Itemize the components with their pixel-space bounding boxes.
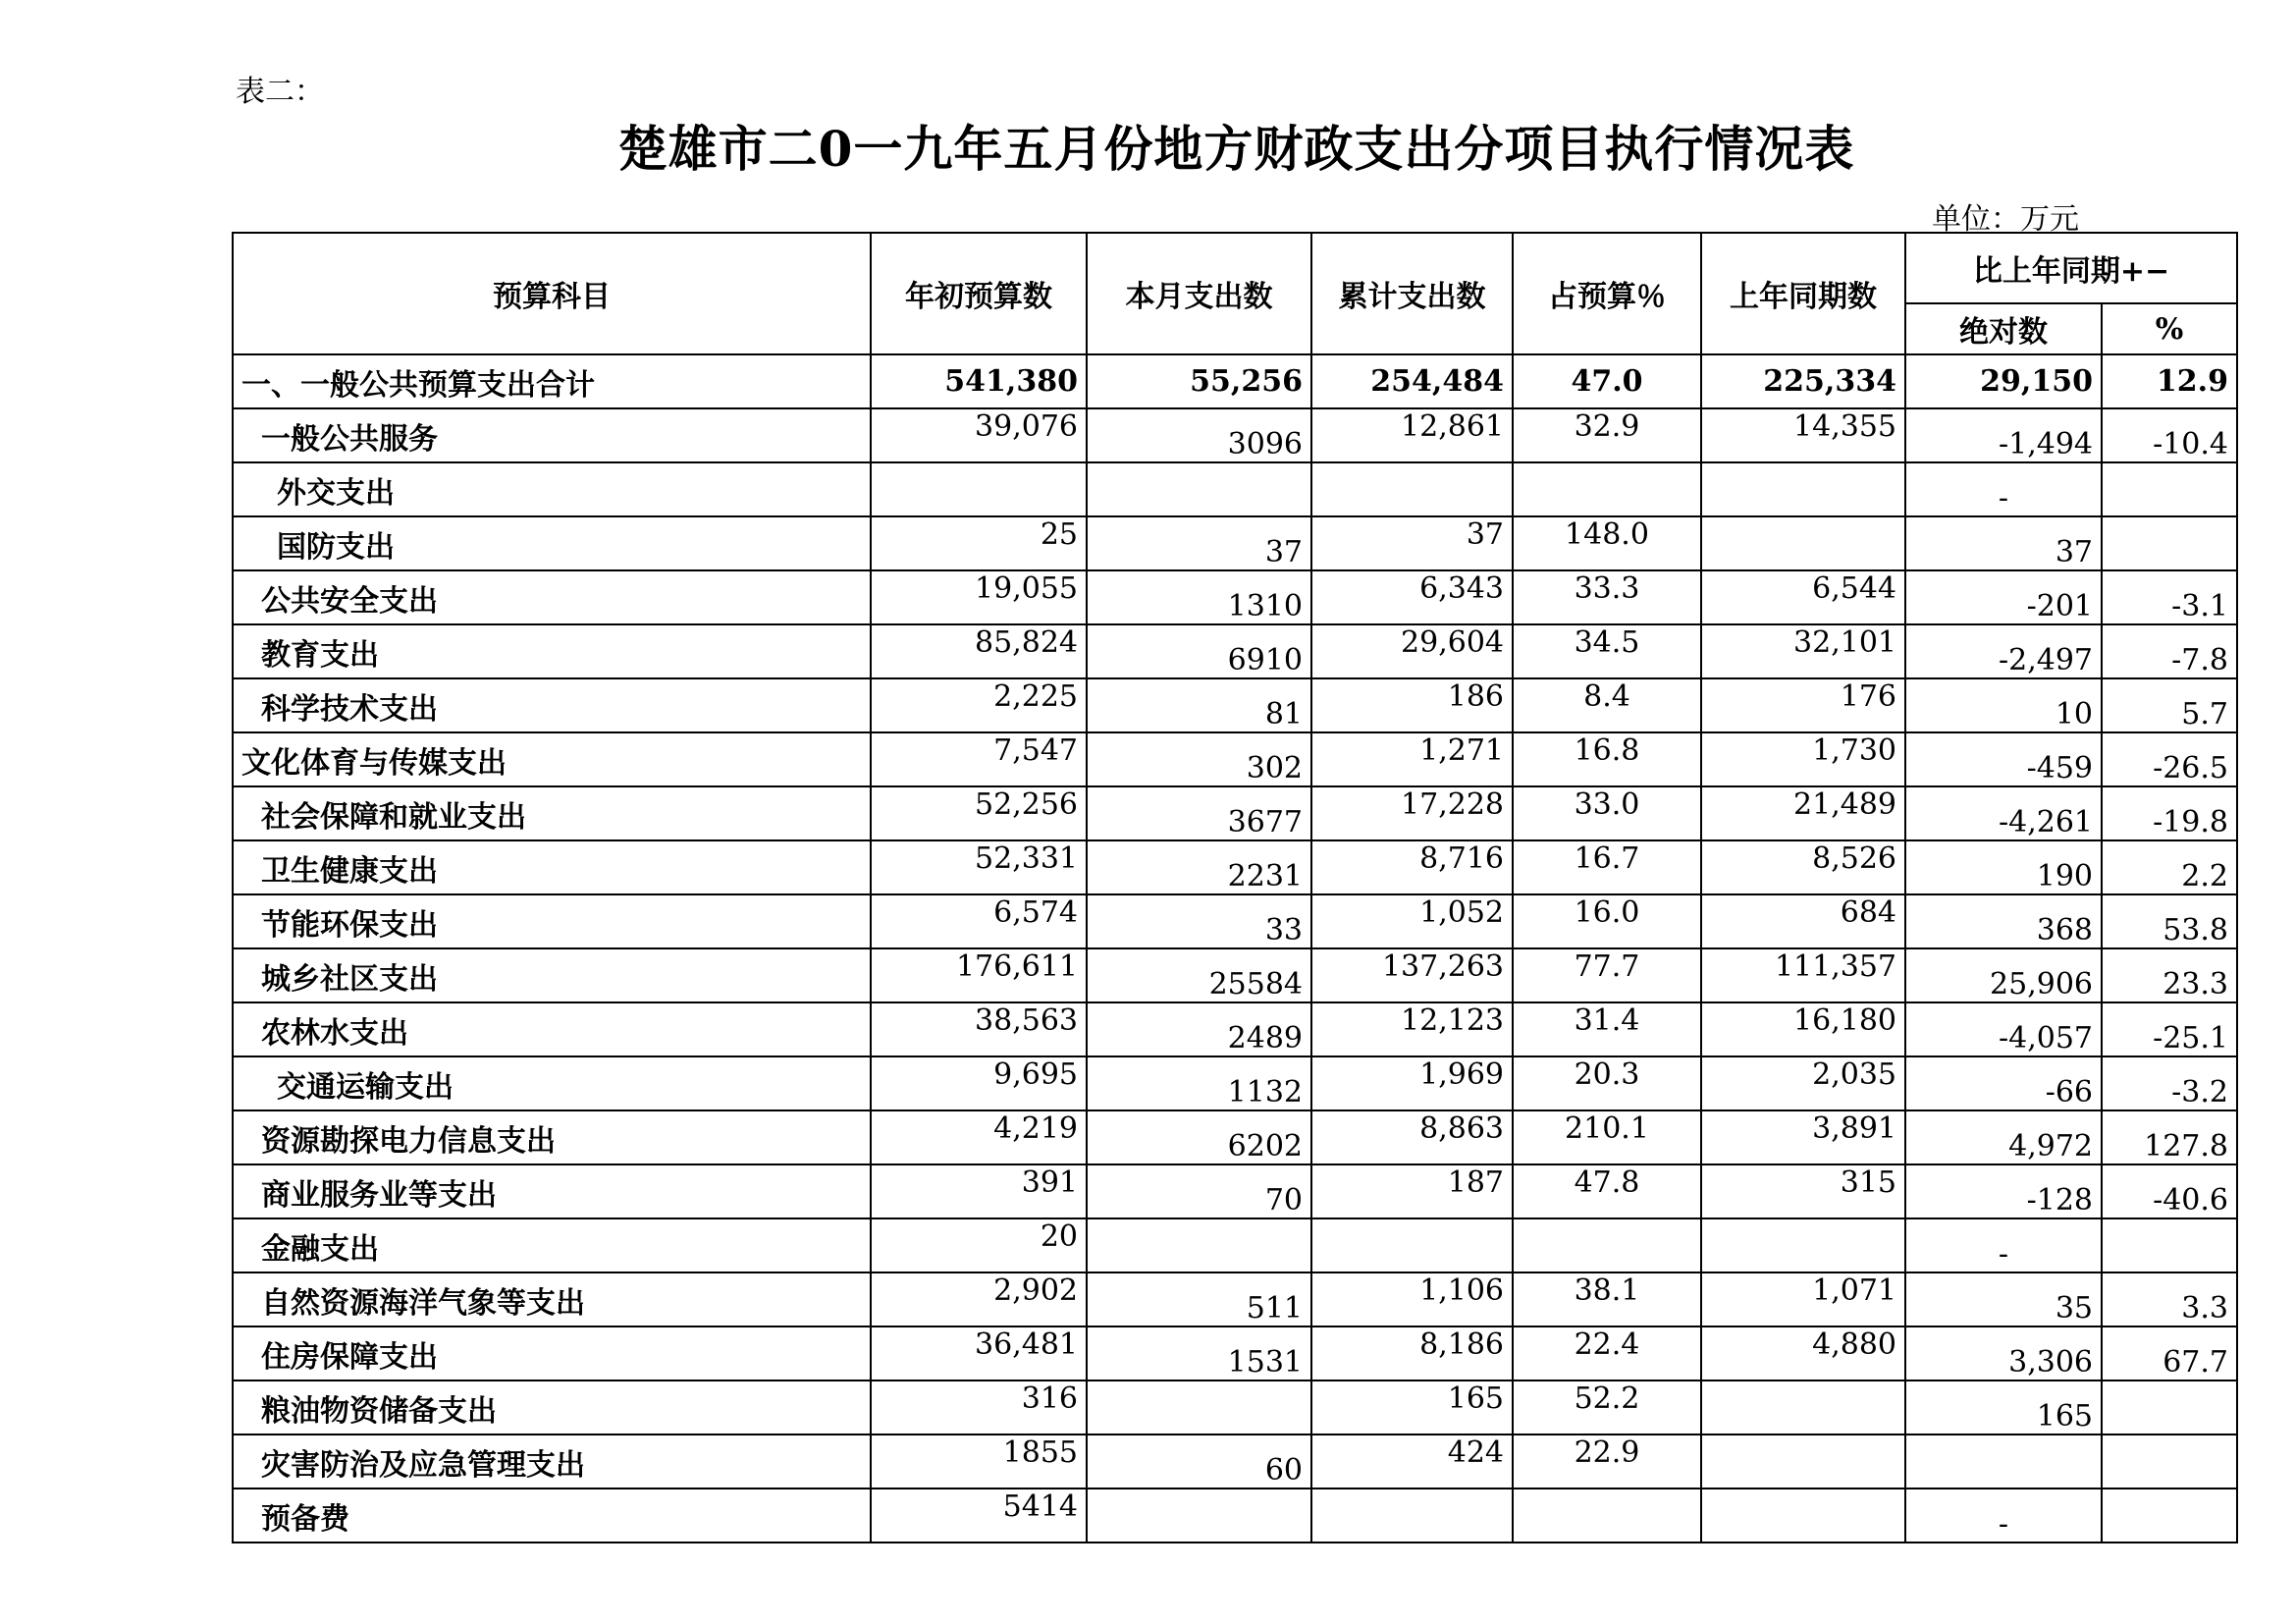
cell-subject: 金融支出: [233, 1218, 871, 1272]
table-row: [233, 894, 2237, 948]
cell-last-year: 684: [1701, 894, 1905, 948]
cell-share: 22.4: [1513, 1326, 1701, 1380]
cell-last-year: 14,355: [1701, 408, 1905, 462]
cell-month: 3096: [1087, 408, 1311, 462]
table-row: [233, 732, 2237, 786]
cell-abs: -4,261: [1905, 786, 2102, 840]
cell-cumulative: 424: [1311, 1435, 1513, 1489]
cell-share: 52.2: [1513, 1380, 1701, 1435]
cell-abs: 29,150: [1905, 354, 2102, 408]
table-row: [233, 1218, 2237, 1272]
cell-cumulative: 1,271: [1311, 732, 1513, 786]
cell-cumulative: 12,861: [1311, 408, 1513, 462]
cell-share: 20.3: [1513, 1056, 1701, 1110]
cell-budget: 36,481: [871, 1326, 1087, 1380]
cell-month: 1531: [1087, 1326, 1311, 1380]
cell-abs: -4,057: [1905, 1002, 2102, 1056]
cell-last-year: [1701, 1380, 1905, 1435]
cell-pct: -40.6: [2102, 1164, 2237, 1218]
cell-pct: 2.2: [2102, 840, 2237, 894]
cell-pct: 3.3: [2102, 1272, 2237, 1326]
cell-share: [1513, 1489, 1701, 1543]
cell-subject: 一、一般公共预算支出合计: [233, 354, 871, 408]
cell-abs: -: [1905, 1218, 2102, 1272]
cell-pct: -3.1: [2102, 570, 2237, 624]
table-row: [233, 1272, 2237, 1326]
table-row: [233, 1002, 2237, 1056]
cell-subject: 文化体育与传媒支出: [233, 732, 871, 786]
table-row: [233, 1164, 2237, 1218]
cell-subject: 城乡社区支出: [233, 948, 871, 1002]
cell-cumulative: 8,186: [1311, 1326, 1513, 1380]
table-row: [233, 1435, 2237, 1489]
cell-pct: [2102, 1435, 2237, 1489]
cell-last-year: 225,334: [1701, 354, 1905, 408]
cell-share: 47.0: [1513, 354, 1701, 408]
cell-month: 55,256: [1087, 354, 1311, 408]
cell-pct: -19.8: [2102, 786, 2237, 840]
cell-abs: 165: [1905, 1380, 2102, 1435]
cell-abs: 4,972: [1905, 1110, 2102, 1164]
cell-subject: 农林水支出: [233, 1002, 871, 1056]
cell-last-year: [1701, 1218, 1905, 1272]
cell-subject: 预备费: [233, 1489, 871, 1543]
cell-abs: 25,906: [1905, 948, 2102, 1002]
cell-abs: -: [1905, 462, 2102, 516]
cell-last-year: [1701, 1489, 1905, 1543]
table-row: [233, 840, 2237, 894]
header-compare: 比上年同期+−: [1905, 233, 2237, 303]
cell-share: 22.9: [1513, 1435, 1701, 1489]
cell-subject: 商业服务业等支出: [233, 1164, 871, 1218]
cell-last-year: 8,526: [1701, 840, 1905, 894]
cell-month: 2489: [1087, 1002, 1311, 1056]
expenditure-table: [232, 232, 2238, 1543]
cell-pct: -3.2: [2102, 1056, 2237, 1110]
cell-share: 16.7: [1513, 840, 1701, 894]
cell-budget: [871, 462, 1087, 516]
cell-pct: 53.8: [2102, 894, 2237, 948]
cell-share: 8.4: [1513, 678, 1701, 732]
cell-budget: 52,256: [871, 786, 1087, 840]
cell-share: 31.4: [1513, 1002, 1701, 1056]
cell-month: 25584: [1087, 948, 1311, 1002]
cell-share: 47.8: [1513, 1164, 1701, 1218]
cell-last-year: 3,891: [1701, 1110, 1905, 1164]
header-subject: 预算科目: [233, 233, 871, 354]
header-budget: 年初预算数: [871, 233, 1087, 354]
cell-last-year: 21,489: [1701, 786, 1905, 840]
cell-month: [1087, 1218, 1311, 1272]
cell-month: 1310: [1087, 570, 1311, 624]
cell-abs: -66: [1905, 1056, 2102, 1110]
cell-subject: 自然资源海洋气象等支出: [233, 1272, 871, 1326]
cell-subject: 教育支出: [233, 624, 871, 678]
cell-cumulative: 254,484: [1311, 354, 1513, 408]
cell-budget: 20: [871, 1218, 1087, 1272]
cell-pct: [2102, 1489, 2237, 1543]
cell-month: [1087, 462, 1311, 516]
table-row: [233, 1056, 2237, 1110]
cell-abs: -459: [1905, 732, 2102, 786]
cell-cumulative: [1311, 462, 1513, 516]
cell-month: 6202: [1087, 1110, 1311, 1164]
table-row: [233, 462, 2237, 516]
cell-cumulative: 29,604: [1311, 624, 1513, 678]
cell-abs: -128: [1905, 1164, 2102, 1218]
cell-last-year: [1701, 516, 1905, 570]
table-body: [233, 354, 2237, 1543]
cell-month: 33: [1087, 894, 1311, 948]
header-last-year: 上年同期数: [1701, 233, 1905, 354]
cell-budget: 541,380: [871, 354, 1087, 408]
cell-pct: -10.4: [2102, 408, 2237, 462]
cell-budget: 9,695: [871, 1056, 1087, 1110]
cell-cumulative: 187: [1311, 1164, 1513, 1218]
cell-share: 148.0: [1513, 516, 1701, 570]
cell-pct: 5.7: [2102, 678, 2237, 732]
cell-cumulative: 165: [1311, 1380, 1513, 1435]
cell-share: [1513, 1218, 1701, 1272]
table-row: [233, 570, 2237, 624]
cell-subject: 交通运输支出: [233, 1056, 871, 1110]
cell-month: 511: [1087, 1272, 1311, 1326]
cell-pct: 12.9: [2102, 354, 2237, 408]
cell-pct: [2102, 1380, 2237, 1435]
cell-cumulative: 17,228: [1311, 786, 1513, 840]
header-cumulative: 累计支出数: [1311, 233, 1513, 354]
cell-budget: 4,219: [871, 1110, 1087, 1164]
cell-month: 2231: [1087, 840, 1311, 894]
cell-share: 38.1: [1513, 1272, 1701, 1326]
cell-subject: 外交支出: [233, 462, 871, 516]
cell-last-year: [1701, 462, 1905, 516]
cell-budget: 316: [871, 1380, 1087, 1435]
cell-abs: -: [1905, 1489, 2102, 1543]
cell-pct: [2102, 1218, 2237, 1272]
cell-month: 81: [1087, 678, 1311, 732]
cell-subject: 粮油物资储备支出: [233, 1380, 871, 1435]
header-abs: 绝对数: [1905, 303, 2102, 354]
cell-last-year: 176: [1701, 678, 1905, 732]
cell-budget: 38,563: [871, 1002, 1087, 1056]
cell-subject: 卫生健康支出: [233, 840, 871, 894]
cell-budget: 25: [871, 516, 1087, 570]
cell-last-year: 4,880: [1701, 1326, 1905, 1380]
cell-share: 32.9: [1513, 408, 1701, 462]
cell-abs: 37: [1905, 516, 2102, 570]
cell-subject: 科学技术支出: [233, 678, 871, 732]
cell-abs: 190: [1905, 840, 2102, 894]
cell-budget: 85,824: [871, 624, 1087, 678]
cell-last-year: 16,180: [1701, 1002, 1905, 1056]
cell-share: 77.7: [1513, 948, 1701, 1002]
cell-budget: 176,611: [871, 948, 1087, 1002]
cell-month: 60: [1087, 1435, 1311, 1489]
header-pct: %: [2102, 303, 2237, 354]
table-row: [233, 678, 2237, 732]
cell-month: 302: [1087, 732, 1311, 786]
cell-subject: 国防支出: [233, 516, 871, 570]
cell-abs: -201: [1905, 570, 2102, 624]
table-row: [233, 786, 2237, 840]
cell-subject: 资源勘探电力信息支出: [233, 1110, 871, 1164]
cell-cumulative: 1,969: [1311, 1056, 1513, 1110]
cell-budget: 7,547: [871, 732, 1087, 786]
cell-share: [1513, 462, 1701, 516]
cell-subject: 灾害防治及应急管理支出: [233, 1435, 871, 1489]
table-row: [233, 1489, 2237, 1543]
cell-last-year: 315: [1701, 1164, 1905, 1218]
cell-last-year: 1,071: [1701, 1272, 1905, 1326]
cell-cumulative: [1311, 1489, 1513, 1543]
cell-share: 210.1: [1513, 1110, 1701, 1164]
cell-cumulative: 12,123: [1311, 1002, 1513, 1056]
cell-share: 16.0: [1513, 894, 1701, 948]
cell-subject: 节能环保支出: [233, 894, 871, 948]
cell-month: 1132: [1087, 1056, 1311, 1110]
table-row: [233, 948, 2237, 1002]
cell-pct: 127.8: [2102, 1110, 2237, 1164]
cell-abs: -2,497: [1905, 624, 2102, 678]
cell-budget: 39,076: [871, 408, 1087, 462]
cell-subject: 一般公共服务: [233, 408, 871, 462]
cell-cumulative: [1311, 1218, 1513, 1272]
cell-abs: 3,306: [1905, 1326, 2102, 1380]
cell-pct: [2102, 516, 2237, 570]
unit-label: 单位：万元: [1932, 202, 2079, 237]
table-row: [233, 1326, 2237, 1380]
cell-budget: 5414: [871, 1489, 1087, 1543]
cell-budget: 2,225: [871, 678, 1087, 732]
cell-budget: 391: [871, 1164, 1087, 1218]
cell-budget: 52,331: [871, 840, 1087, 894]
cell-abs: -1,494: [1905, 408, 2102, 462]
cell-last-year: [1701, 1435, 1905, 1489]
cell-pct: -25.1: [2102, 1002, 2237, 1056]
cell-pct: 23.3: [2102, 948, 2237, 1002]
cell-budget: 1855: [871, 1435, 1087, 1489]
cell-budget: 19,055: [871, 570, 1087, 624]
cell-share: 33.0: [1513, 786, 1701, 840]
cell-abs: [1905, 1435, 2102, 1489]
cell-abs: 10: [1905, 678, 2102, 732]
cell-cumulative: 186: [1311, 678, 1513, 732]
cell-cumulative: 1,052: [1311, 894, 1513, 948]
table-row: [233, 624, 2237, 678]
cell-cumulative: 37: [1311, 516, 1513, 570]
table-row: [233, 1110, 2237, 1164]
cell-budget: 6,574: [871, 894, 1087, 948]
cell-subject: 社会保障和就业支出: [233, 786, 871, 840]
cell-share: 34.5: [1513, 624, 1701, 678]
cell-month: 70: [1087, 1164, 1311, 1218]
cell-share: 33.3: [1513, 570, 1701, 624]
cell-last-year: 32,101: [1701, 624, 1905, 678]
cell-month: [1087, 1380, 1311, 1435]
cell-share: 16.8: [1513, 732, 1701, 786]
cell-last-year: 2,035: [1701, 1056, 1905, 1110]
cell-month: 37: [1087, 516, 1311, 570]
cell-subject: 住房保障支出: [233, 1326, 871, 1380]
cell-cumulative: 8,716: [1311, 840, 1513, 894]
cell-cumulative: 6,343: [1311, 570, 1513, 624]
table-label: 表二：: [236, 75, 324, 109]
cell-cumulative: 8,863: [1311, 1110, 1513, 1164]
cell-subject: 公共安全支出: [233, 570, 871, 624]
header-month: 本月支出数: [1087, 233, 1311, 354]
cell-last-year: 6,544: [1701, 570, 1905, 624]
cell-pct: 67.7: [2102, 1326, 2237, 1380]
cell-abs: 368: [1905, 894, 2102, 948]
total-row: [233, 354, 2237, 408]
table-row: [233, 516, 2237, 570]
header-share: 占预算％: [1513, 233, 1701, 354]
cell-pct: -26.5: [2102, 732, 2237, 786]
cell-month: [1087, 1489, 1311, 1543]
page-title: 楚雄市二0一九年五月份地方财政支出分项目执行情况表: [617, 120, 1855, 178]
cell-month: 3677: [1087, 786, 1311, 840]
table-row: [233, 408, 2237, 462]
cell-last-year: 1,730: [1701, 732, 1905, 786]
cell-abs: 35: [1905, 1272, 2102, 1326]
cell-pct: -7.8: [2102, 624, 2237, 678]
cell-cumulative: 137,263: [1311, 948, 1513, 1002]
cell-month: 6910: [1087, 624, 1311, 678]
cell-budget: 2,902: [871, 1272, 1087, 1326]
cell-last-year: 111,357: [1701, 948, 1905, 1002]
table-row: [233, 1380, 2237, 1435]
cell-cumulative: 1,106: [1311, 1272, 1513, 1326]
cell-pct: [2102, 462, 2237, 516]
